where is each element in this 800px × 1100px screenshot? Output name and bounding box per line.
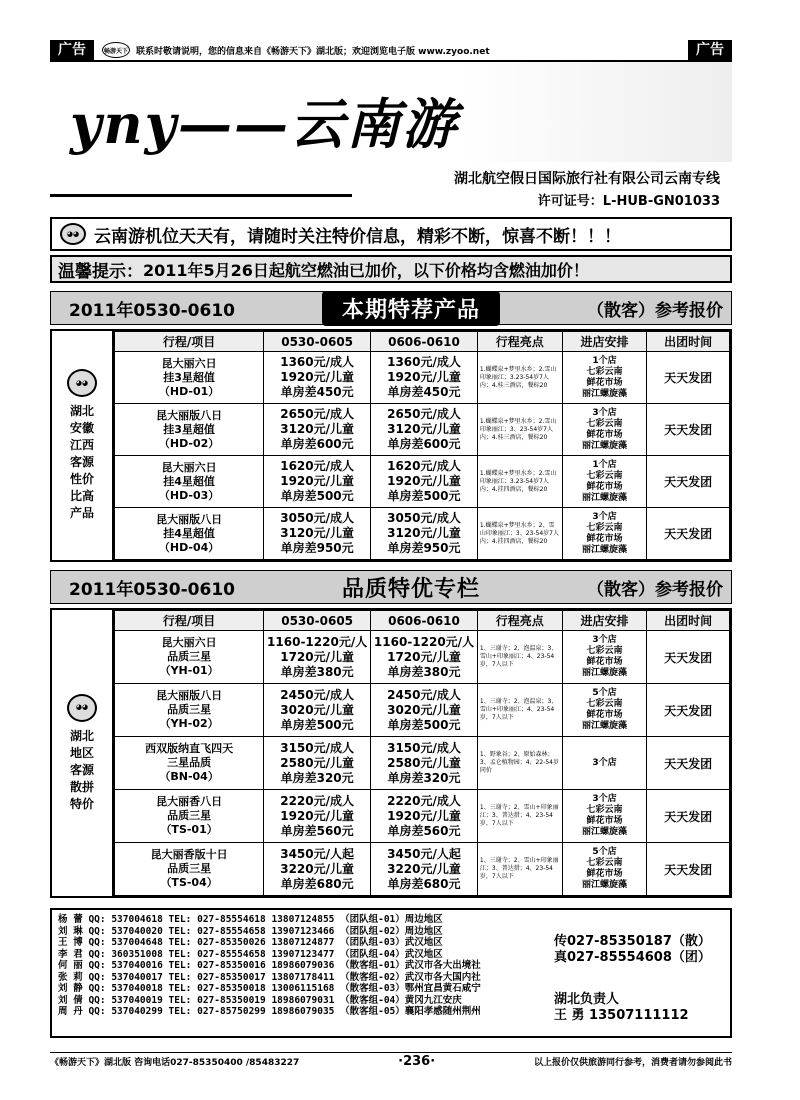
price-cell: 2450元/成人 3020元/儿童 单房差500元 [371, 684, 478, 737]
section2-side [52, 610, 114, 896]
price-cell: 1620元/成人 1920元/儿童 单房差500元 [264, 456, 371, 508]
page-number: ·236· [398, 1054, 436, 1069]
fax-line: 传027-85350187（散） [554, 934, 711, 949]
section2-date: 2011年0530-0610 [69, 579, 235, 600]
contact-line: 刘 倩 QQ: 537040019 TEL: 027-85350019 18986079031 （散客组-04）黄冈九江安庆 [58, 994, 462, 1006]
col-header: 0530-0605 [264, 332, 371, 352]
table-row [115, 631, 730, 684]
footer-right: 以上报价仅供旅游同行参考，消费者请勿参阅此书 [533, 1058, 732, 1068]
shop-cell: 3个店 七彩云南 鲜花市场 丽江螺旋藻 [562, 790, 647, 843]
price-cell: 2650元/成人 3120元/儿童 单房差600元 [371, 404, 478, 456]
contact-list [58, 914, 554, 1032]
price-cell: 1160-1220元/人 1720元/儿童 单房差380元 [371, 631, 478, 684]
notice-banner [50, 255, 732, 283]
departure-cell: 天天发团 [647, 843, 730, 896]
col-header: 行程亮点 [477, 611, 562, 631]
col-header: 行程/项目 [115, 611, 264, 631]
footer-left: 《畅游天下》湖北版 咨询电话027-85350400 /85483227 [50, 1058, 300, 1068]
col-header: 进店安排 [562, 611, 647, 631]
highlight-cell: 1、三谢寺；2、雪山+印象丽江；3、普达措；4、23-54岁，7人以下 [477, 790, 562, 843]
agency-name: 湖北航空假日国际旅行社有限公司云南专线 [454, 171, 720, 187]
departure-cell: 天天发团 [647, 456, 730, 508]
price-cell: 1160-1220元/人 1720元/儿童 单房差380元 [264, 631, 371, 684]
col-header: 0606-0610 [371, 332, 478, 352]
departure-cell: 天天发团 [647, 737, 730, 790]
table-row [115, 843, 730, 896]
col-header: 行程/项目 [115, 332, 264, 352]
notice-keyword: 温馨提示： [58, 261, 143, 282]
price-cell: 1360元/成人 1920元/儿童 单房差450元 [264, 352, 371, 404]
shop-cell: 3个店 [562, 737, 647, 790]
table-header-row [115, 611, 730, 631]
price-cell: 3150元/成人 2580元/儿童 单房差320元 [371, 737, 478, 790]
ad-tag-right: 广告 [688, 40, 732, 60]
price-cell: 3150元/成人 2580元/儿童 单房差320元 [264, 737, 371, 790]
contact-line: 周 丹 QQ: 537040299 TEL: 027-85750299 18986079035 （散客组-05）襄阳孝感随州荆州 [58, 1006, 481, 1017]
slogan-banner [50, 217, 732, 251]
top-bar [50, 40, 732, 62]
departure-cell: 天天发团 [647, 352, 730, 404]
route-cell: 昆大丽六日 挂3星超值 （HD-01） [115, 352, 264, 404]
footer [50, 1052, 732, 1070]
route-cell: 昆大丽版八日 品质三星 （YH-02） [115, 684, 264, 737]
table-row [115, 508, 730, 560]
col-header: 出团时间 [647, 611, 730, 631]
slogan-text: 云南游机位天天有，请随时关注特价信息，精彩不断，惊喜不断！！！ [94, 226, 621, 247]
highlight-cell: 1.蝴蝶泉+梦里水乡；2.雪山印象丽江；3、23-54岁7人内；4.桂三酒店，餐标20 [477, 404, 562, 456]
highlight-cell: 1.蝴蝶泉+梦里水乡；2.雪山印象丽江；3.23-54岁7人内；4.挂四酒店，餐标20 [477, 456, 562, 508]
contact-line: 刘 静 QQ: 537040018 TEL: 027-85350018 13006115168 （散客组-03）鄂州宜昌黄石咸宁 [58, 983, 481, 994]
departure-cell: 天天发团 [647, 404, 730, 456]
section1-table-wrap [50, 329, 732, 562]
shop-cell: 3个店 七彩云南 鲜花市场 丽江螺旋藻 [562, 508, 647, 560]
shop-cell: 5个店 七彩云南 鲜花市场 丽江螺旋藻 [562, 843, 647, 896]
shop-cell: 3个店 七彩云南 鲜花市场 丽江螺旋藻 [562, 404, 647, 456]
route-cell: 昆大丽版八日 挂3星超值 （HD-02） [115, 404, 264, 456]
magazine-logo-icon: 畅游天下 [102, 42, 130, 58]
table-row [115, 790, 730, 843]
contact-line: 李 君 QQ: 360351008 TEL: 027-85554658 13907123477 （团队组-04）武汉地区 [58, 948, 443, 960]
highlight-cell: 1、野象谷；2、原始森林；3、孟仑植物园；4、22-54岁同价 [477, 737, 562, 790]
shop-cell: 3个店 七彩云南 鲜花市场 丽江螺旋藻 [562, 631, 647, 684]
section2-table-wrap [50, 608, 732, 898]
table-row [115, 352, 730, 404]
col-header: 0530-0605 [264, 611, 371, 631]
mascot-icon: ◕◕ [60, 223, 86, 245]
responsible-title: 湖北负责人 [554, 992, 620, 1007]
table-header-row [115, 332, 730, 352]
route-cell: 昆大丽版八日 挂4星超值 （HD-04） [115, 508, 264, 560]
price-cell: 3450元/人起 3220元/儿童 单房差680元 [264, 843, 371, 896]
section1-table [114, 331, 730, 560]
section1-title: 本期特荐产品 [322, 291, 500, 326]
section2-side-text: 湖北地区客源散拼特价 [69, 728, 94, 811]
contact-line: 刘 琳 QQ: 537040020 TEL: 027-85554658 13907123466 （团队组-02）周边地区 [58, 925, 443, 937]
fax-line: 真027-85554608（团） [554, 950, 711, 965]
section1-header [50, 291, 732, 325]
section1-date: 2011年0530-0610 [69, 300, 235, 321]
shop-cell: 1个店 七彩云南 鲜花市场 丽江螺旋藻 [562, 456, 647, 508]
price-cell: 3050元/成人 3120元/儿童 单房差950元 [264, 508, 371, 560]
price-cell: 2650元/成人 3120元/儿童 单房差600元 [264, 404, 371, 456]
section1-price-note: （散客）参考报价 [586, 300, 723, 321]
table-row [115, 404, 730, 456]
top-note [94, 42, 688, 58]
route-cell: 昆大丽六日 挂4星超值 （HD-03） [115, 456, 264, 508]
license-number: 许可证号：L-HUB-GN01033 [537, 194, 720, 209]
contact-box [50, 908, 732, 1038]
table-row [115, 737, 730, 790]
table-row [115, 684, 730, 737]
contact-line: 张 莉 QQ: 537040017 TEL: 027-85350017 13807178411 （散客组-02）武汉市各大国内社 [58, 971, 481, 983]
col-header: 行程亮点 [477, 332, 562, 352]
notice-text: 2011年5月26日起航空燃油已加价，以下价格均含燃油加价！ [143, 260, 589, 280]
price-cell: 1360元/成人 1920元/儿童 单房差450元 [371, 352, 478, 404]
section2-price-note: （散客）参考报价 [586, 579, 723, 600]
brand-logo: yny——云南游 [70, 92, 459, 156]
mascot-icon: ◕◕ [67, 369, 97, 397]
section2-title: 品质特优专栏 [341, 576, 480, 602]
shop-cell: 5个店 七彩云南 鲜花市场 丽江螺旋藻 [562, 684, 647, 737]
highlight-cell: 1、三谢寺；2、雪山+印象丽江；3、普达措；4、23-54岁，7人以下 [477, 843, 562, 896]
contact-line: 何 丽 QQ: 537040016 TEL: 027-85350016 18986079036 （散客组-01）武汉市各大出境社 [58, 960, 481, 971]
section1-side-text: 湖北安徽江西客源性价比高产品 [69, 404, 94, 520]
responsible-name: 王 勇 13507111112 [554, 1008, 689, 1023]
ad-tag-left: 广告 [50, 40, 94, 60]
col-header: 0606-0610 [371, 611, 478, 631]
departure-cell: 天天发团 [647, 631, 730, 684]
shop-cell: 1个店 七彩云南 鲜花市场 丽江螺旋藻 [562, 352, 647, 404]
departure-cell: 天天发团 [647, 790, 730, 843]
highlight-cell: 1、三谢寺；2、泡温泉；3、雪山+印象丽江；4、23-54岁，7人以下 [477, 684, 562, 737]
price-cell: 2450元/成人 3020元/儿童 单房差500元 [264, 684, 371, 737]
col-header: 出团时间 [647, 332, 730, 352]
departure-cell: 天天发团 [647, 684, 730, 737]
contact-line: 王 博 QQ: 537004648 TEL: 027-85350026 13807124877 （团队组-03）武汉地区 [58, 937, 443, 948]
section2-table [114, 610, 730, 896]
price-cell: 3450元/人起 3220元/儿童 单房差680元 [371, 843, 478, 896]
page [50, 40, 732, 1038]
price-cell: 1620元/成人 1920元/儿童 单房差500元 [371, 456, 478, 508]
section2-header [50, 570, 732, 604]
section1-side [52, 331, 114, 560]
header [50, 62, 732, 209]
route-cell: 西双版纳直飞四天 三星品质 （BN-04） [115, 737, 264, 790]
price-cell: 2220元/成人 1920元/儿童 单房差560元 [371, 790, 478, 843]
price-cell: 3050元/成人 3120元/儿童 单房差950元 [371, 508, 478, 560]
fax-block [554, 914, 724, 1032]
route-cell: 昆大丽香版十日 品质三星 （TS-04） [115, 843, 264, 896]
contact-line: 杨 蕾 QQ: 537004618 TEL: 027-85554618 13807124855 （团队组-01）周边地区 [58, 914, 443, 925]
highlight-cell: 1、三谢寺；2、泡温泉；3、雪山+印象丽江；4、23-54岁，7人以下 [477, 631, 562, 684]
route-cell: 昆大丽香八日 品质三星 （TS-01） [115, 790, 264, 843]
top-note-text: 联系时敬请说明，您的信息来自《畅游天下》湖北版；欢迎浏览电子版 www.zyoo.net [136, 46, 490, 57]
price-cell: 2220元/成人 1920元/儿童 单房差560元 [264, 790, 371, 843]
route-cell: 昆大丽六日 品质三星 （YH-01） [115, 631, 264, 684]
highlight-cell: 1.蝴蝶泉+梦里水乡；2、雪山印象丽江；3、23-54岁7人内；4.挂四酒店，餐标20 [477, 508, 562, 560]
departure-cell: 天天发团 [647, 508, 730, 560]
highlight-cell: 1.蝴蝶泉+梦里水乡；2.雪山印象丽江；3.23-54岁7人内；4.桂三酒店，餐标20 [477, 352, 562, 404]
col-header: 进店安排 [562, 332, 647, 352]
table-row [115, 456, 730, 508]
mascot-icon: ◕◕ [67, 694, 97, 722]
